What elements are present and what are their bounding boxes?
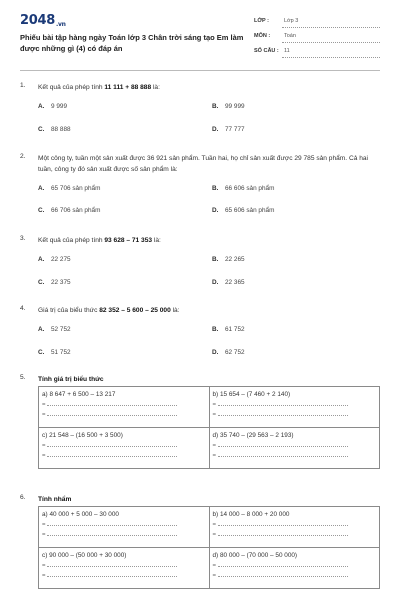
mental-cell-a: a) 40 000 + 5 000 – 30 000 = = xyxy=(39,507,210,548)
answer-line[interactable]: = xyxy=(42,441,206,451)
info-subject-row: MÔN : Toán xyxy=(254,31,380,43)
header-divider xyxy=(20,70,380,71)
option-2a[interactable]: A. 65 706 sản phẩm xyxy=(38,185,101,192)
option-2b[interactable]: B. 66 606 sản phẩm xyxy=(212,185,275,192)
answer-line[interactable]: = xyxy=(42,400,206,410)
option-1b[interactable]: B. 99 999 xyxy=(212,103,245,110)
question-text: Kết quả của phép tính 93 628 – 71 353 là: xyxy=(38,237,161,244)
option-2d[interactable]: D. 65 606 sản phẩm xyxy=(212,207,275,214)
info-class-row: LỚP : Lớp 3 xyxy=(254,16,380,28)
mental-cell-d: d) 80 000 – (70 000 – 50 000) = = xyxy=(209,548,380,589)
expression-cell-a: a) 8 647 + 6 500 – 13 217 = = xyxy=(39,387,210,428)
option-4a[interactable]: A. 52 752 xyxy=(38,326,71,333)
option-3d[interactable]: D. 22 365 xyxy=(212,279,245,286)
option-4c[interactable]: C. 51 752 xyxy=(38,349,71,356)
page-title: Phiếu bài tập hàng ngày Toán lớp 3 Chân trời sáng tạo Em làm được những gì (4) có đáp án xyxy=(20,33,244,53)
answer-line[interactable]: = xyxy=(213,561,377,571)
expression-cell-c: c) 21 548 – (16 500 + 3 500) = = xyxy=(39,428,210,469)
option-4d[interactable]: D. 62 752 xyxy=(212,349,245,356)
answer-line[interactable]: = xyxy=(42,451,206,461)
mental-cell-b: b) 14 000 – 8 000 + 20 000 = = xyxy=(209,507,380,548)
expression-cell-b: b) 15 654 – (7 460 + 2 140) = = xyxy=(209,387,380,428)
option-2c[interactable]: C. 66 706 sản phẩm xyxy=(38,207,101,214)
answer-line[interactable]: = xyxy=(213,410,377,420)
option-3c[interactable]: C. 22 375 xyxy=(38,279,71,286)
option-3b[interactable]: B. 22 265 xyxy=(212,256,245,263)
question-text: Kết quả của phép tính 11 111 + 88 888 là: xyxy=(38,84,160,91)
mental-math-table xyxy=(38,506,380,589)
option-4b[interactable]: B. 61 752 xyxy=(212,326,245,333)
answer-line[interactable]: = xyxy=(213,571,377,581)
question-text: Tính nhẩm xyxy=(38,496,72,503)
option-1c[interactable]: C. 88 888 xyxy=(38,126,71,133)
question-text: Tính giá trị biểu thức xyxy=(38,376,104,383)
mental-cell-c: c) 90 000 – (50 000 + 30 000) = = xyxy=(39,548,210,589)
site-logo[interactable]: 2048.vn xyxy=(20,13,66,28)
answer-line[interactable]: = xyxy=(213,530,377,540)
answer-line[interactable]: = xyxy=(213,441,377,451)
answer-line[interactable]: = xyxy=(42,520,206,530)
answer-line[interactable]: = xyxy=(42,571,206,581)
answer-line[interactable]: = xyxy=(42,530,206,540)
expression-table xyxy=(38,386,380,469)
answer-line[interactable]: = xyxy=(213,520,377,530)
option-1a[interactable]: A. 9 999 xyxy=(38,103,67,110)
expression-cell-d: d) 35 740 – (29 563 – 2 193) = = xyxy=(209,428,380,469)
option-3a[interactable]: A. 22 275 xyxy=(38,256,71,263)
answer-line[interactable]: = xyxy=(42,561,206,571)
answer-line[interactable]: = xyxy=(213,451,377,461)
info-count-row: SỐ CÂU : 11 xyxy=(254,46,380,58)
answer-line[interactable]: = xyxy=(213,400,377,410)
option-1d[interactable]: D. 77 777 xyxy=(212,126,245,133)
answer-line[interactable]: = xyxy=(42,410,206,420)
question-text: Giá trị của biểu thức 82 352 – 5 600 – 25 000 là: xyxy=(38,307,180,314)
worksheet-page: 2048.vn Phiếu bài tập hàng ngày Toán lớp 3 Chân trời sáng tạo Em làm được những gì (4) có đáp án LỚP : Lớp 3 MÔN : Toán SỐ CÂU : 11 1. Kết quả của phép tính 11 111 + 88 888 là: A. 9 999 B. 99 999 C. 88 888 D. 77 777 2. Một công ty, tuần một sản xuất được 36 921 sản phẩm. Tuần hai, họ chỉ sản xuất được 29 785 sản phẩm. Cả hai tuần, công ty đó sản xuất được số sản phẩm là: A. 65 706 sản phẩm B. 66 606 sản phẩm C. 66 706 sản phẩm D. 65 606 sản phẩm 3. Kết quả của phép tính 93 628 – 71 353 là: A. 22 275 B. 22 265 C. 22 375 D. 22 365 4. Giá trị của biểu thức 82 352 – 5 600 – 25 000 là: A. 52 752 B. 61 752 C. 51 752 D. 62 752 5. Tính giá trị biểu thức a) 8 647 + 6 500 – 13 217 = = b) 15 654 – (7 460 + 2 140) = = c) 21 548 – (16 500 + 3 500) = = d) 35 740 – (29 563 – 2 193) = = 6. Tính nhẩm a) 40 000 + 5 000 – 30 000 = = b) 14 000 – 8 000 + 20 000 = = c) 90 000 – (50 000 + 30 000) = = d) 80 000 – (70 000 – 50 000) = = xyxy=(0,0,400,600)
question-text: Một công ty, tuần một sản xuất được 36 921 sản phẩm. Tuần hai, họ chỉ sản xuất được 29 785 sản phẩm. Cả hai tuần, công ty đó sản xuất được số sản phẩm là: xyxy=(38,155,369,173)
